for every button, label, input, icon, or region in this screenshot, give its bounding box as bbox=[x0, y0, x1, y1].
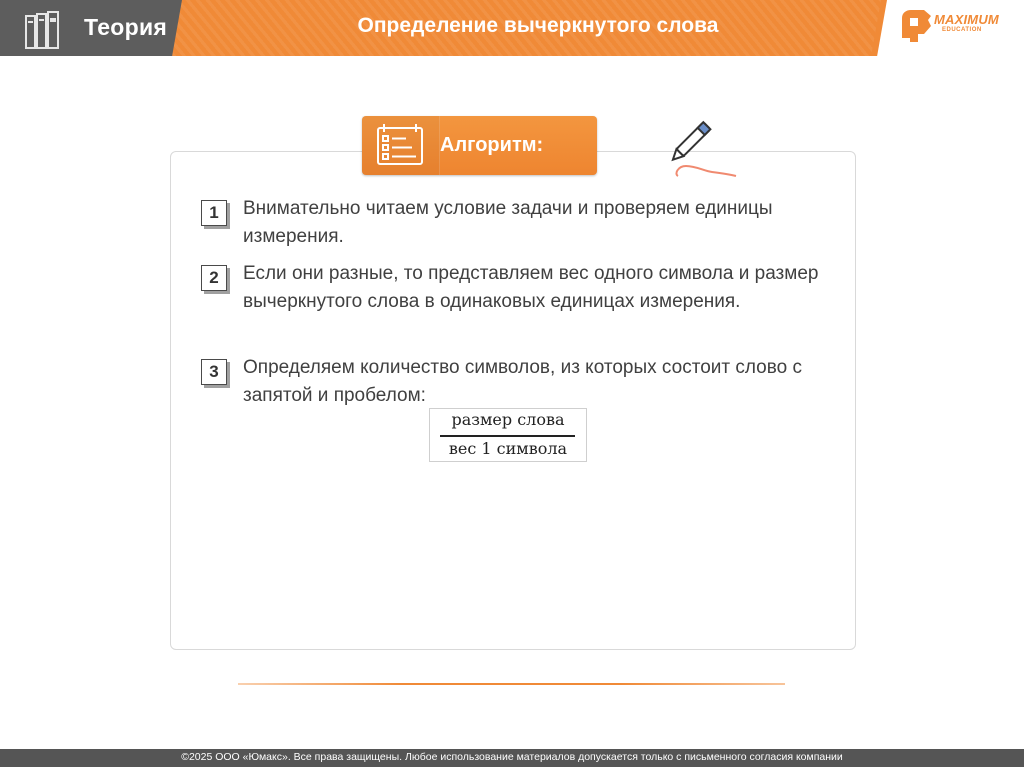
step-3-text: Определяем количество символов, из которых состоит слово с запятой и пробелом: bbox=[243, 357, 802, 406]
books-icon bbox=[24, 10, 68, 50]
algorithm-title: Алгоритм: bbox=[440, 134, 544, 156]
footer-copyright: ©2025 ООО «Юмакс». Все права защищены. Любое использование материалов допускается только с письменного согласия компании bbox=[181, 751, 843, 763]
logo-sub: EDUCATION bbox=[942, 27, 982, 33]
checklist-icon bbox=[376, 124, 424, 166]
fraction-bar bbox=[440, 435, 575, 437]
header bbox=[0, 0, 1024, 58]
divider bbox=[238, 683, 785, 685]
step-1-number: 1 bbox=[201, 200, 227, 226]
checklist-icon-box bbox=[362, 116, 440, 175]
step-3-number: 3 bbox=[201, 359, 227, 385]
section-block bbox=[0, 0, 193, 56]
logo-word: MAXIMUM bbox=[934, 12, 999, 27]
step-2-number: 2 bbox=[201, 265, 227, 291]
fraction-denominator: вес 1 символа bbox=[448, 439, 568, 458]
section-label: Теория bbox=[84, 14, 168, 40]
footer bbox=[0, 749, 1024, 767]
pen-icon bbox=[664, 116, 744, 182]
step-2-text: Если они разные, то представляем вес одного символа и размер вычеркнутого слова в одинаковых единицах измерения. bbox=[243, 263, 819, 312]
fraction-numerator: размер слова bbox=[451, 410, 565, 429]
page-title: Определение вычеркнутого слова bbox=[357, 14, 719, 37]
step-1-text: Внимательно читаем условие задачи и проверяем единицы измерения. bbox=[243, 198, 773, 247]
algorithm-banner bbox=[362, 116, 597, 175]
fraction-formula bbox=[429, 408, 587, 462]
